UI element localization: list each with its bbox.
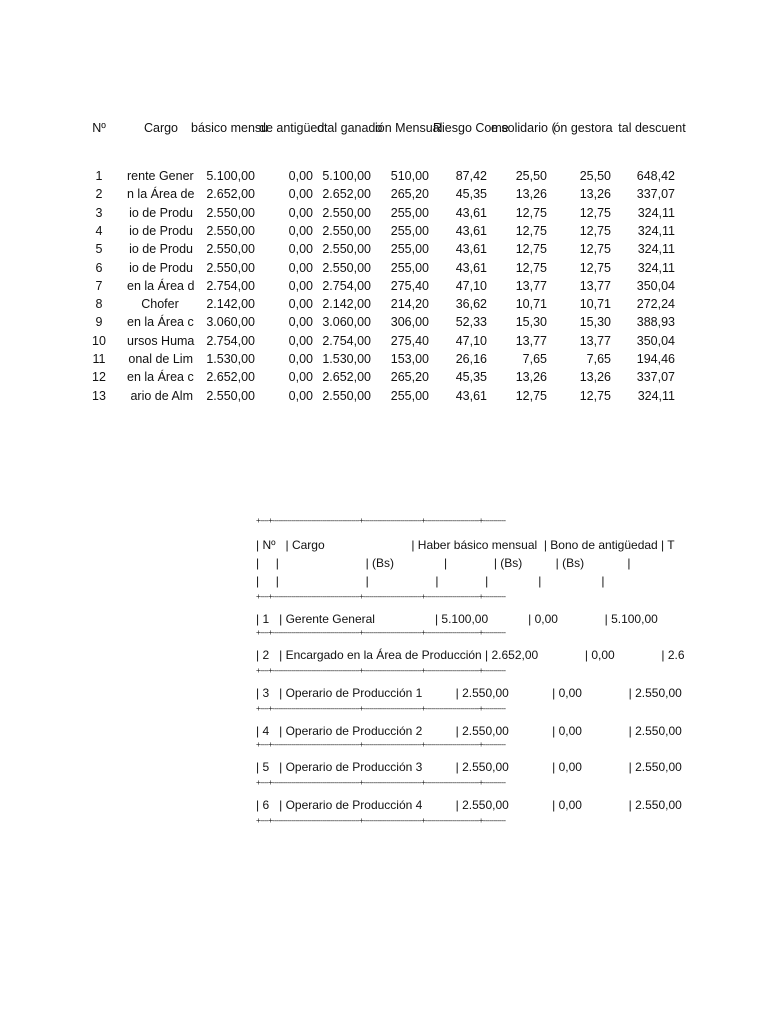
table-cell: 12,75 bbox=[579, 223, 611, 238]
row-number: 13 bbox=[92, 388, 106, 403]
table-cell: 26,16 bbox=[455, 352, 487, 366]
column-header: ión Mensual bbox=[375, 121, 443, 135]
table-cell: 2.550,00 bbox=[206, 388, 255, 403]
row-number: 5 bbox=[95, 242, 103, 257]
table-cell: 0,00 bbox=[288, 352, 313, 366]
ascii-row: | | | | | | | bbox=[256, 574, 605, 588]
table-cell: 43,61 bbox=[455, 223, 487, 238]
table-cell: 648,42 bbox=[636, 169, 675, 183]
table-cell: 3.060,00 bbox=[206, 315, 255, 330]
ascii-separator: +----+------------------------------------------+----------------------------+--------------------------+----------- bbox=[256, 778, 506, 787]
row-number: 9 bbox=[95, 315, 103, 330]
table-cell: 12,75 bbox=[515, 242, 547, 257]
ascii-separator: +----+------------------------------------------+----------------------------+--------------------------+----------- bbox=[256, 516, 506, 525]
table-cell: 255,00 bbox=[390, 242, 429, 257]
table-cell: 2.550,00 bbox=[322, 242, 371, 257]
table-cell: 337,07 bbox=[636, 370, 675, 385]
table-cell: 2.550,00 bbox=[206, 242, 255, 257]
table-cell: 0,00 bbox=[288, 187, 313, 202]
ascii-row: | Nº | Cargo | Haber básico mensual | Bono de antigüedad | T bbox=[256, 538, 675, 552]
table-cell: 43,61 bbox=[455, 388, 487, 403]
row-number: 6 bbox=[95, 260, 103, 275]
column-header: de antigüed bbox=[259, 121, 325, 135]
ascii-row: | 5 | Operario de Producción 3 | 2.550,00 | 0,00 | 2.550,00 bbox=[256, 760, 682, 774]
cargo-cell: io de Produ bbox=[129, 260, 193, 275]
table-cell: 324,11 bbox=[637, 242, 675, 257]
table-cell: 2.550,00 bbox=[322, 260, 371, 275]
ascii-row: | 3 | Operario de Producción 1 | 2.550,00 | 0,00 | 2.550,00 bbox=[256, 686, 682, 700]
table-cell: 510,00 bbox=[390, 169, 429, 183]
row-number: 4 bbox=[95, 223, 103, 238]
cargo-cell: en la Área c bbox=[127, 315, 194, 330]
table-cell: 7,65 bbox=[522, 352, 547, 366]
table-cell: 13,26 bbox=[579, 370, 611, 385]
table-cell: 2.142,00 bbox=[206, 297, 255, 312]
cargo-cell: rente Gener bbox=[127, 169, 194, 183]
table-cell: 2.754,00 bbox=[206, 278, 255, 293]
column-header: e solidario ( bbox=[491, 121, 556, 135]
table-cell: 0,00 bbox=[288, 297, 313, 312]
table-cell: 275,40 bbox=[390, 278, 429, 293]
table-cell: 43,61 bbox=[455, 205, 487, 220]
table-cell: 2.754,00 bbox=[322, 333, 371, 348]
row-number: 12 bbox=[92, 370, 106, 385]
table-cell: 275,40 bbox=[390, 333, 429, 348]
table-cell: 13,77 bbox=[579, 278, 611, 293]
table-cell: 255,00 bbox=[390, 205, 429, 220]
table-cell: 2.652,00 bbox=[322, 187, 371, 202]
table-cell: 265,20 bbox=[390, 187, 429, 202]
ascii-separator: +----+------------------------------------------+----------------------------+--------------------------+----------- bbox=[256, 628, 506, 637]
ascii-row: | 2 | Encargado en la Área de Producción | 2.652,00 | 0,00 | 2.6 bbox=[256, 648, 685, 662]
table-cell: 265,20 bbox=[390, 370, 429, 385]
cargo-cell: Chofer bbox=[141, 297, 179, 312]
table-cell: 0,00 bbox=[288, 278, 313, 293]
table-cell: 0,00 bbox=[288, 205, 313, 220]
table-cell: 12,75 bbox=[579, 242, 611, 257]
cargo-cell: io de Produ bbox=[129, 242, 193, 257]
table-cell: 2.550,00 bbox=[206, 205, 255, 220]
table-cell: 0,00 bbox=[288, 169, 313, 183]
table-cell: 388,93 bbox=[636, 315, 675, 330]
table-cell: 7,65 bbox=[586, 352, 611, 366]
table-cell: 2.754,00 bbox=[206, 333, 255, 348]
table-cell: 52,33 bbox=[455, 315, 487, 330]
ascii-table bbox=[256, 516, 688, 828]
column-header: otal ganado bbox=[317, 121, 383, 135]
table-cell: 255,00 bbox=[390, 223, 429, 238]
table-cell: 0,00 bbox=[288, 370, 313, 385]
table-cell: 2.652,00 bbox=[206, 187, 255, 202]
table-cell: 12,75 bbox=[515, 388, 547, 403]
column-header: ón gestora bbox=[553, 121, 613, 135]
cargo-cell: ursos Huma bbox=[127, 333, 195, 348]
table-cell: 2.550,00 bbox=[322, 388, 371, 403]
row-number: 3 bbox=[95, 205, 103, 220]
table-cell: 324,11 bbox=[637, 223, 675, 238]
table-cell: 0,00 bbox=[288, 223, 313, 238]
ascii-separator: +----+------------------------------------------+----------------------------+--------------------------+----------- bbox=[256, 816, 506, 825]
ascii-row: | | | (Bs) | | (Bs) | (Bs) | bbox=[256, 556, 631, 570]
table-cell: 272,24 bbox=[636, 297, 675, 312]
cargo-cell: onal de Lim bbox=[128, 352, 193, 366]
table-cell: 13,77 bbox=[515, 333, 547, 348]
column-header: Riesgo Come bbox=[433, 121, 509, 135]
table-cell: 0,00 bbox=[288, 242, 313, 257]
row-number: 2 bbox=[95, 187, 103, 202]
table-cell: 0,00 bbox=[288, 315, 313, 330]
table-cell: 2.550,00 bbox=[322, 205, 371, 220]
cargo-cell: n la Área de bbox=[127, 187, 195, 202]
table-cell: 12,75 bbox=[515, 223, 547, 238]
table-cell: 324,11 bbox=[637, 205, 675, 220]
ascii-separator: +----+------------------------------------------+----------------------------+--------------------------+----------- bbox=[256, 592, 506, 601]
table-cell: 36,62 bbox=[455, 297, 487, 312]
table-cell: 12,75 bbox=[579, 260, 611, 275]
table-cell: 12,75 bbox=[515, 205, 547, 220]
ascii-separator: +----+------------------------------------------+----------------------------+--------------------------+----------- bbox=[256, 666, 506, 675]
table-cell: 25,50 bbox=[579, 169, 611, 183]
table-cell: 43,61 bbox=[455, 260, 487, 275]
table-cell: 47,10 bbox=[455, 333, 487, 348]
table-cell: 5.100,00 bbox=[206, 169, 255, 183]
table-cell: 2.550,00 bbox=[322, 223, 371, 238]
ascii-row: | 4 | Operario de Producción 2 | 2.550,00 | 0,00 | 2.550,00 bbox=[256, 724, 682, 738]
cargo-cell: en la Área c bbox=[127, 370, 194, 385]
table-cell: 255,00 bbox=[390, 388, 429, 403]
table-cell: 13,77 bbox=[579, 333, 611, 348]
column-header: Cargo bbox=[143, 121, 179, 135]
table-cell: 0,00 bbox=[288, 333, 313, 348]
table-cell: 3.060,00 bbox=[322, 315, 371, 330]
table-cell: 324,11 bbox=[637, 388, 675, 403]
table-cell: 10,71 bbox=[579, 297, 611, 312]
table-cell: 45,35 bbox=[455, 370, 487, 385]
cargo-cell: en la Área d bbox=[127, 278, 195, 293]
row-number: 10 bbox=[92, 333, 106, 348]
row-number: 11 bbox=[92, 352, 106, 366]
table-cell: 2.754,00 bbox=[322, 278, 371, 293]
table-cell: 1.530,00 bbox=[206, 352, 255, 366]
table-cell: 2.652,00 bbox=[322, 370, 371, 385]
table-cell: 13,26 bbox=[515, 187, 547, 202]
table-cell: 1.530,00 bbox=[322, 352, 371, 366]
table-cell: 87,42 bbox=[455, 169, 487, 183]
table-cell: 13,77 bbox=[515, 278, 547, 293]
table-cell: 255,00 bbox=[390, 260, 429, 275]
table-cell: 337,07 bbox=[636, 187, 675, 202]
table-cell: 12,75 bbox=[515, 260, 547, 275]
ascii-row: | 1 | Gerente General | 5.100,00 | 0,00 | 5.100,00 bbox=[256, 612, 658, 626]
table-cell: 2.550,00 bbox=[206, 223, 255, 238]
table-cell: 47,10 bbox=[455, 278, 487, 293]
ascii-row: | 6 | Operario de Producción 4 | 2.550,00 | 0,00 | 2.550,00 bbox=[256, 798, 682, 812]
table-cell: 350,04 bbox=[636, 333, 675, 348]
row-number: 1 bbox=[95, 169, 103, 183]
cargo-cell: io de Produ bbox=[129, 223, 193, 238]
table-cell: 25,50 bbox=[515, 169, 547, 183]
table-cell: 12,75 bbox=[579, 388, 611, 403]
column-header: básico mensu bbox=[191, 121, 269, 135]
row-number: 7 bbox=[95, 278, 103, 293]
table-cell: 2.550,00 bbox=[206, 260, 255, 275]
table-cell: 324,11 bbox=[637, 260, 675, 275]
table-cell: 15,30 bbox=[579, 315, 611, 330]
table-cell: 13,26 bbox=[579, 187, 611, 202]
table-cell: 214,20 bbox=[390, 297, 429, 312]
table-cell: 0,00 bbox=[288, 388, 313, 403]
table-cell: 13,26 bbox=[515, 370, 547, 385]
table-cell: 10,71 bbox=[515, 297, 547, 312]
table-cell: 45,35 bbox=[455, 187, 487, 202]
ascii-separator: +----+------------------------------------------+----------------------------+--------------------------+----------- bbox=[256, 704, 506, 713]
table-cell: 194,46 bbox=[636, 352, 675, 366]
cargo-cell: ario de Alm bbox=[130, 388, 193, 403]
table-cell: 2.652,00 bbox=[206, 370, 255, 385]
column-header: tal descuent bbox=[618, 121, 686, 135]
table-cell: 2.142,00 bbox=[322, 297, 371, 312]
table-cell: 43,61 bbox=[455, 242, 487, 257]
table-cell: 5.100,00 bbox=[322, 169, 371, 183]
table-cell: 306,00 bbox=[390, 315, 429, 330]
table-cell: 0,00 bbox=[288, 260, 313, 275]
row-number: 8 bbox=[95, 297, 103, 312]
table-cell: 153,00 bbox=[390, 352, 429, 366]
ascii-separator: +----+------------------------------------------+----------------------------+--------------------------+----------- bbox=[256, 740, 506, 749]
table-cell: 350,04 bbox=[636, 278, 675, 293]
cargo-cell: io de Produ bbox=[129, 205, 193, 220]
table-cell: 15,30 bbox=[515, 315, 547, 330]
table-cell: 12,75 bbox=[579, 205, 611, 220]
column-header: Nº bbox=[92, 121, 106, 135]
